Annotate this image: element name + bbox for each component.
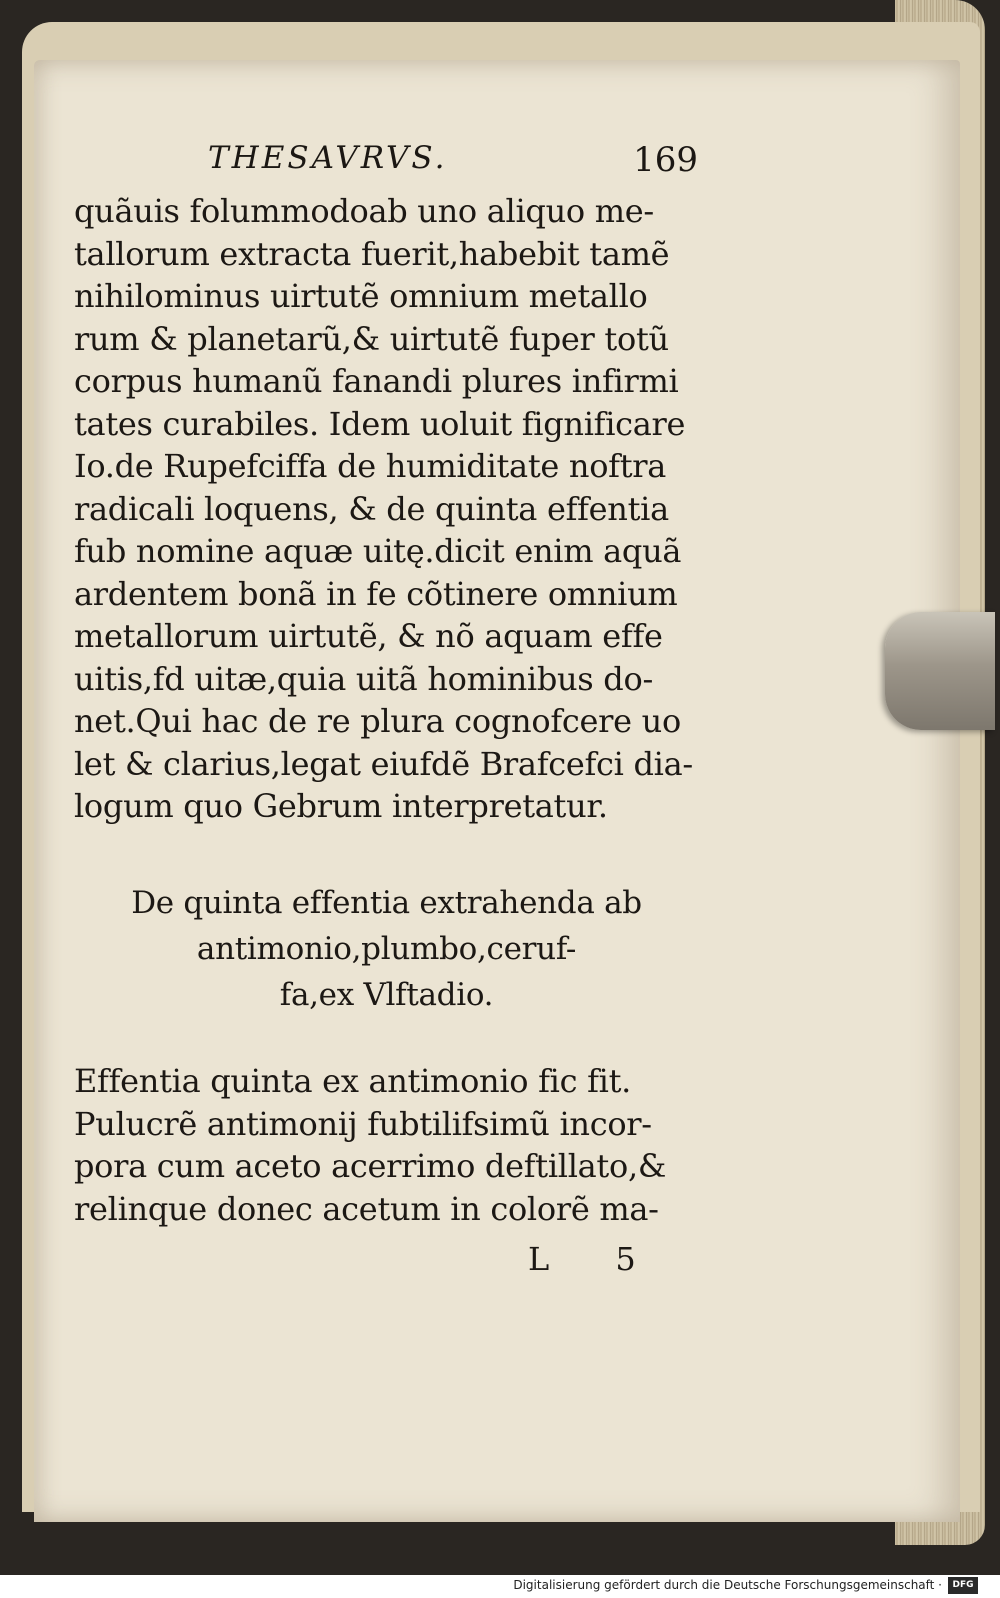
heading-line: De quinta effentia extrahenda ab — [131, 885, 642, 921]
footer-credit: Digitalisierung gefördert durch die Deutsche Forschungsgemeinschaft · — [513, 1578, 942, 1592]
section-heading — [74, 880, 699, 1018]
text-line: uitis,fd uitæ,quia uitã hominibus do- — [74, 659, 653, 698]
dfg-logo: DFG — [948, 1577, 978, 1594]
second-paragraph — [74, 1060, 699, 1230]
running-head — [208, 140, 698, 186]
text-line: tallorum extracta fuerit,habebit tamẽ — [74, 234, 670, 273]
page-number: 169 — [633, 140, 698, 180]
text-line: Pulucrẽ antimonij fubtilifsimũ incor- — [74, 1104, 652, 1143]
text-line: radicali loquens, & de quinta effentia — [74, 489, 669, 528]
text-line: Io.de Rupefciffa de humiditate noftra — [74, 447, 667, 485]
heading-line: fa,ex Vlftadio. — [279, 977, 494, 1013]
text-line: pora cum aceto acerrimo deftillato,& — [74, 1147, 667, 1185]
text-line: quãuis folummodoab uno aliquo me- — [74, 192, 654, 230]
text-line: let & clarius,legat eiufdẽ Brafcefci dia- — [74, 744, 693, 783]
text-line: rum & planetarũ,& uirtutẽ fuper totũ — [74, 319, 669, 358]
text-line: ardentem bonã in fe cõtinere omnium — [74, 574, 678, 613]
heading-line: antimonio,plumbo,ceruf- — [196, 931, 577, 967]
text-line: tates curabiles. Idem uoluit fignificare — [74, 404, 686, 443]
text-line: nihilominus uirtutẽ omnium metallo — [74, 277, 648, 315]
footer-bar — [0, 1575, 1000, 1598]
running-head-title: THESAVRVS. — [208, 140, 448, 176]
text-line: net.Qui hac de re plura cognofcere uo — [74, 702, 681, 740]
text-line: metallorum uirtutẽ, & nõ aquam effe — [74, 617, 663, 655]
text-line: Effentia quinta ex antimonio fic fit. — [74, 1062, 631, 1100]
body-paragraph — [74, 190, 699, 828]
text-line: logum quo Gebrum interpretatur. — [74, 787, 608, 825]
bookmark-clip — [885, 612, 995, 730]
signature-mark: L 5 — [528, 1240, 664, 1278]
text-line: fub nomine aquæ uitę.dicit enim aquã — [74, 532, 682, 570]
text-line: relinque donec acetum in colorẽ ma- — [74, 1189, 659, 1228]
text-line: corpus humanũ fanandi plures infirmi — [74, 362, 679, 400]
